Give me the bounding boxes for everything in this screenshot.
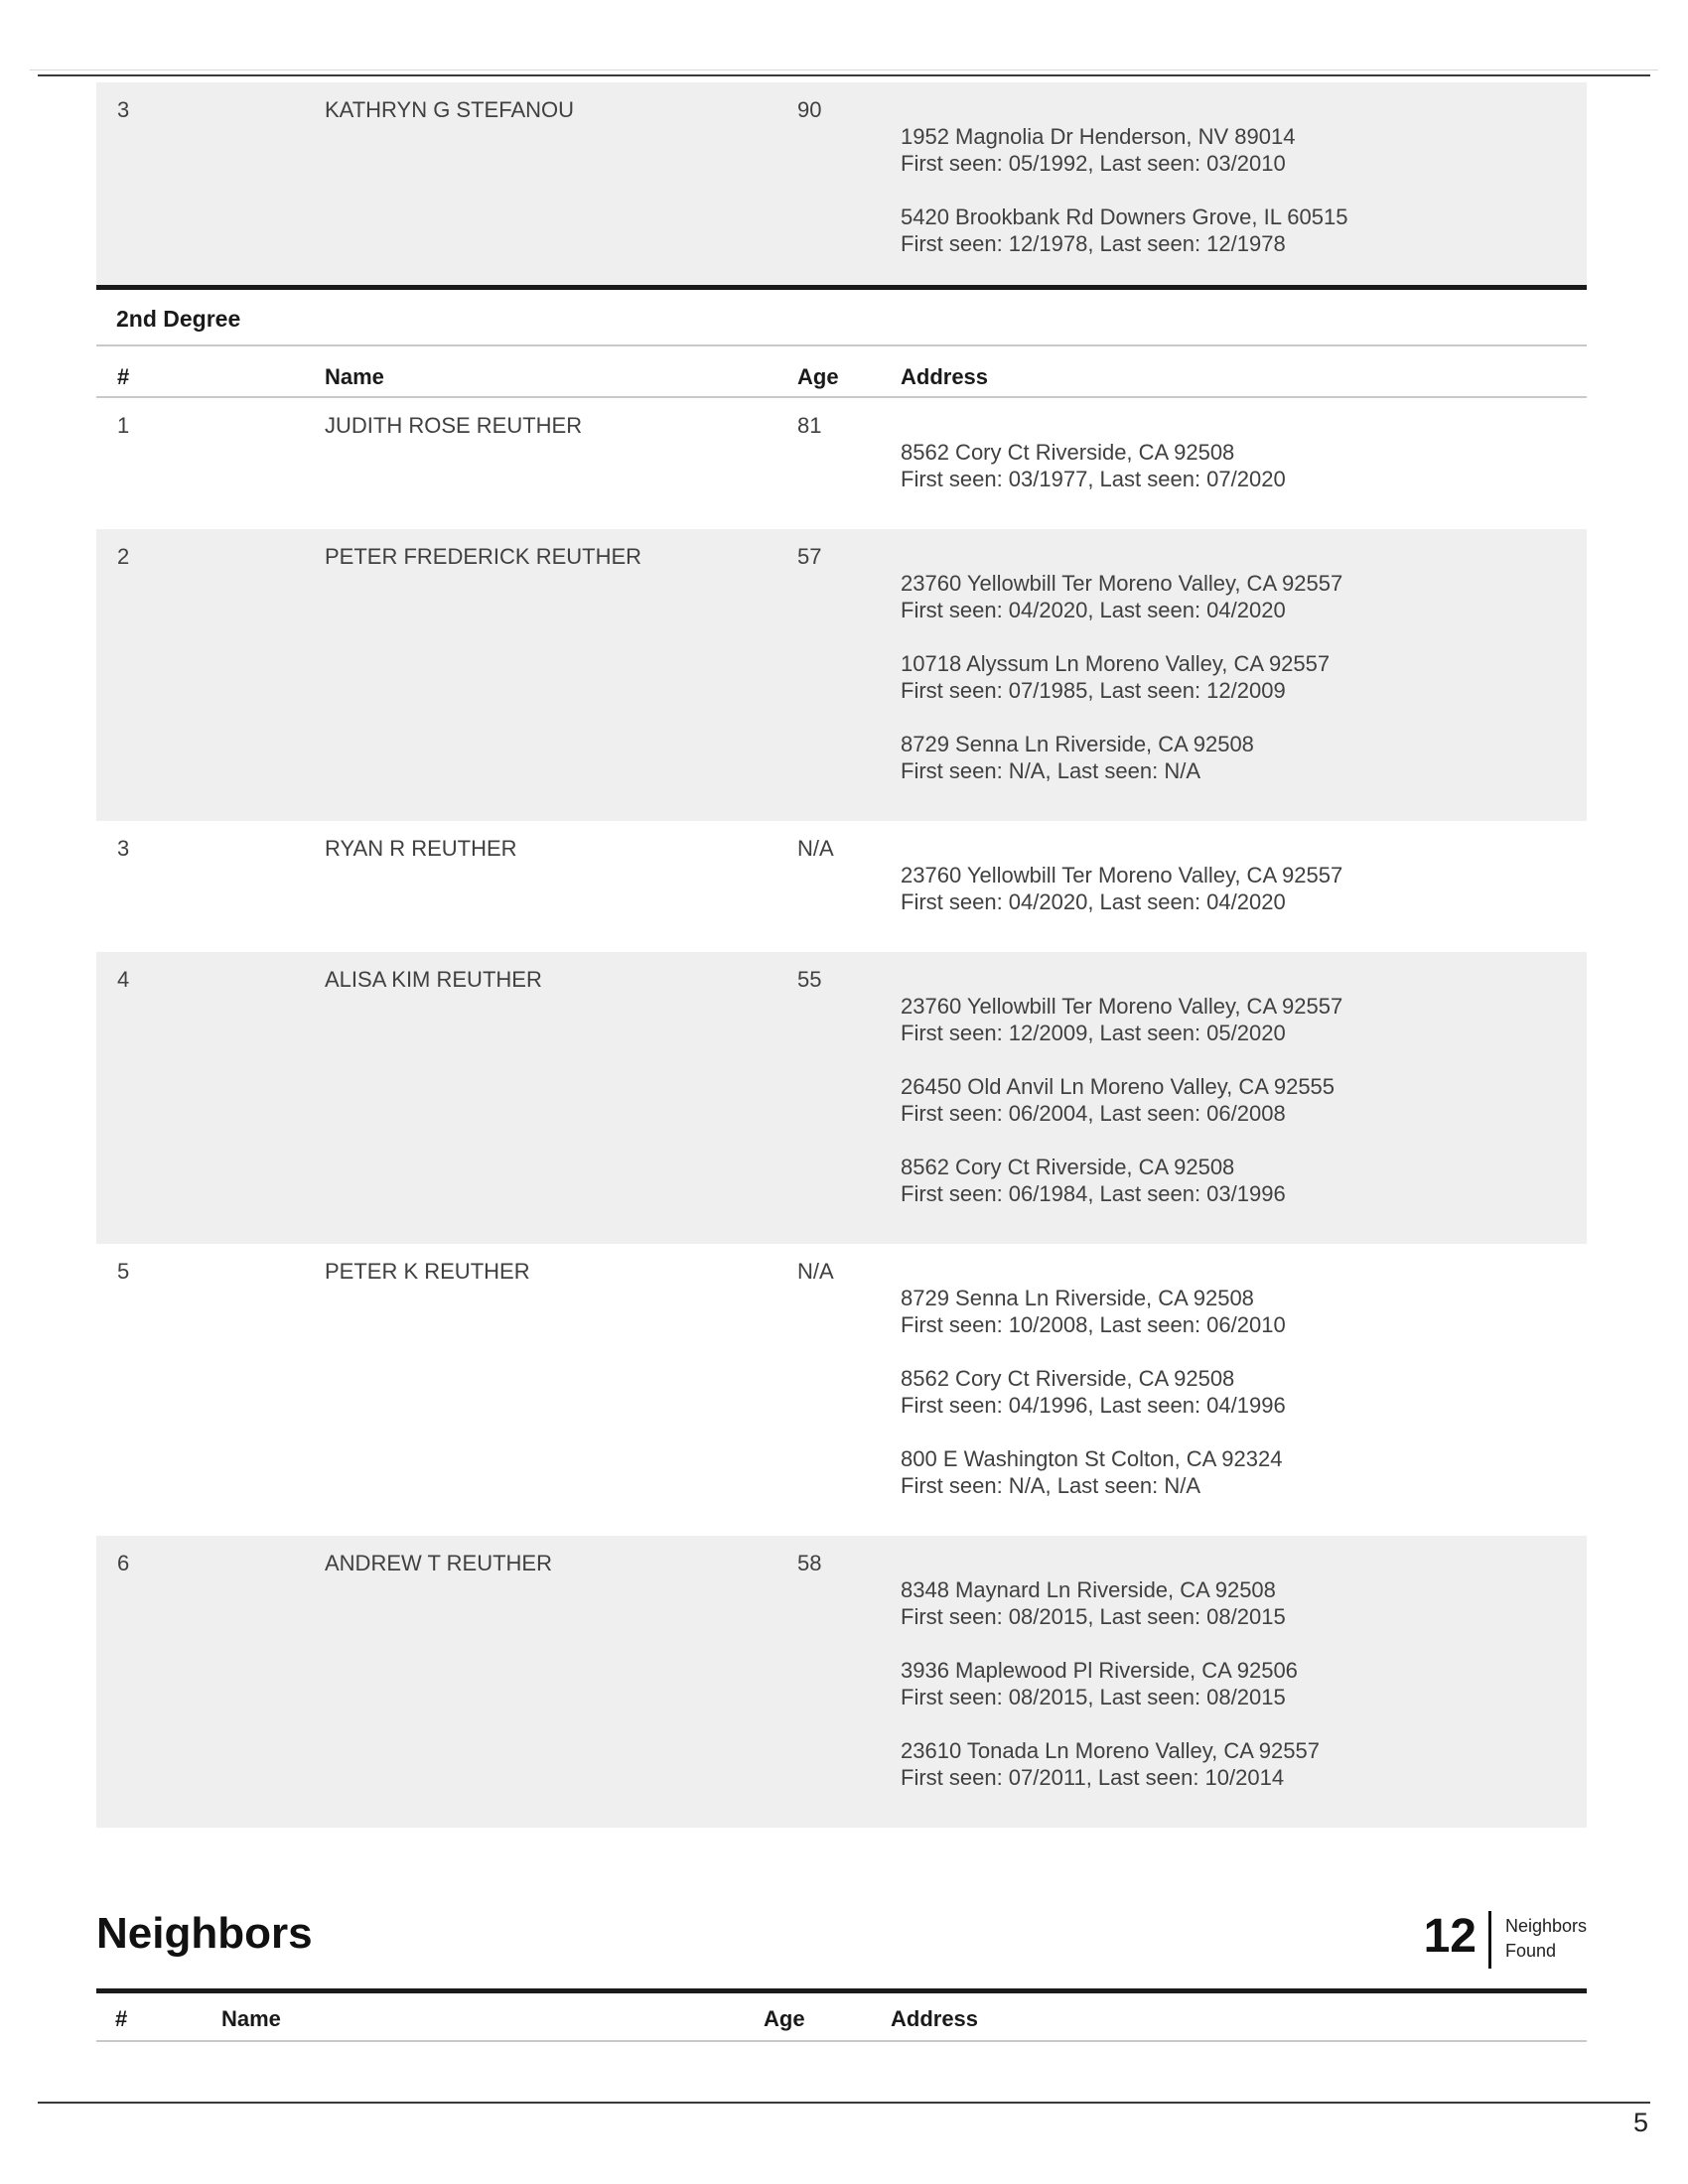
address-entry bbox=[901, 439, 1587, 492]
address-text: 5420 Brookbank Rd Downers Grove, IL 60515 bbox=[901, 205, 1348, 229]
neighbors-section-header bbox=[96, 1909, 1587, 1971]
row-number: 4 bbox=[117, 967, 130, 992]
address-text: 8348 Maynard Ln Riverside, CA 92508 bbox=[901, 1577, 1276, 1602]
address-text: 1952 Magnolia Dr Henderson, NV 89014 bbox=[901, 124, 1296, 149]
address-text: 8562 Cory Ct Riverside, CA 92508 bbox=[901, 1155, 1235, 1179]
address-seen-dates: First seen: N/A, Last seen: N/A bbox=[901, 758, 1201, 783]
page-number: 5 bbox=[1632, 2108, 1648, 2137]
relative-row bbox=[96, 398, 1587, 529]
page-footer-rule bbox=[38, 2102, 1650, 2104]
address-seen-dates: First seen: 05/1992, Last seen: 03/2010 bbox=[901, 151, 1286, 176]
column-header-address: Address bbox=[901, 364, 989, 389]
relative-row bbox=[96, 529, 1587, 821]
address-seen-dates: First seen: 08/2015, Last seen: 08/2015 bbox=[901, 1604, 1286, 1629]
address-entry bbox=[901, 1657, 1587, 1710]
page-top-border bbox=[38, 74, 1650, 76]
address-text: 8729 Senna Ln Riverside, CA 92508 bbox=[901, 732, 1254, 756]
address-seen-dates: First seen: N/A, Last seen: N/A bbox=[901, 1473, 1201, 1498]
address-seen-dates: First seen: 12/1978, Last seen: 12/1978 bbox=[901, 231, 1286, 256]
report-content bbox=[96, 82, 1587, 2042]
address-seen-dates: First seen: 04/2020, Last seen: 04/2020 bbox=[901, 889, 1286, 914]
address-list bbox=[901, 412, 1587, 492]
address-seen-dates: First seen: 12/2009, Last seen: 05/2020 bbox=[901, 1021, 1286, 1045]
address-entry bbox=[901, 1154, 1587, 1207]
neighbors-count-label: Neighbors Found bbox=[1504, 1916, 1587, 1961]
address-entry bbox=[901, 993, 1587, 1046]
address-text: 23760 Yellowbill Ter Moreno Valley, CA 92557 bbox=[901, 994, 1343, 1019]
person-age: 57 bbox=[797, 544, 822, 569]
address-text: 8562 Cory Ct Riverside, CA 92508 bbox=[901, 1366, 1235, 1391]
column-header-age: Age bbox=[764, 2006, 805, 2031]
person-age: N/A bbox=[797, 836, 834, 861]
address-seen-dates: First seen: 08/2015, Last seen: 08/2015 bbox=[901, 1685, 1286, 1709]
address-entry bbox=[901, 1285, 1587, 1338]
table-end-rule bbox=[96, 285, 1587, 290]
page-top-border-light bbox=[30, 69, 1658, 70]
person-name: ALISA KIM REUTHER bbox=[325, 967, 542, 992]
section-title-2nd-degree: 2nd Degree bbox=[116, 306, 241, 332]
address-text: 8729 Senna Ln Riverside, CA 92508 bbox=[901, 1286, 1254, 1310]
neighbors-found-stat bbox=[1424, 1909, 1587, 1969]
address-seen-dates: First seen: 04/2020, Last seen: 04/2020 bbox=[901, 598, 1286, 622]
relative-row-continued bbox=[96, 82, 1587, 285]
address-seen-dates: First seen: 07/1985, Last seen: 12/2009 bbox=[901, 678, 1286, 703]
address-entry bbox=[901, 123, 1587, 177]
address-entry bbox=[901, 1576, 1587, 1630]
address-text: 23760 Yellowbill Ter Moreno Valley, CA 92557 bbox=[901, 863, 1343, 887]
second-degree-table-body bbox=[96, 398, 1587, 1828]
address-text: 23760 Yellowbill Ter Moreno Valley, CA 92557 bbox=[901, 571, 1343, 596]
row-number: 3 bbox=[117, 836, 130, 861]
row-number: 3 bbox=[117, 97, 130, 122]
address-seen-dates: First seen: 06/2004, Last seen: 06/2008 bbox=[901, 1101, 1286, 1126]
address-text: 23610 Tonada Ln Moreno Valley, CA 92557 bbox=[901, 1738, 1320, 1763]
address-entry bbox=[901, 650, 1587, 704]
address-text: 800 E Washington St Colton, CA 92324 bbox=[901, 1446, 1283, 1471]
address-entry bbox=[901, 204, 1587, 257]
person-name: ANDREW T REUTHER bbox=[325, 1551, 552, 1575]
column-header-num: # bbox=[117, 364, 130, 389]
address-list bbox=[901, 966, 1587, 1207]
address-list bbox=[901, 96, 1587, 257]
row-number: 1 bbox=[117, 413, 130, 438]
address-seen-dates: First seen: 06/1984, Last seen: 03/1996 bbox=[901, 1181, 1286, 1206]
address-seen-dates: First seen: 10/2008, Last seen: 06/2010 bbox=[901, 1312, 1286, 1337]
address-text: 26450 Old Anvil Ln Moreno Valley, CA 92555 bbox=[901, 1074, 1336, 1099]
person-age: N/A bbox=[797, 1259, 834, 1284]
person-name: PETER FREDERICK REUTHER bbox=[325, 544, 642, 569]
person-age: 81 bbox=[797, 413, 822, 438]
column-header-name: Name bbox=[221, 2006, 281, 2031]
person-age: 58 bbox=[797, 1551, 822, 1575]
row-number: 6 bbox=[117, 1551, 130, 1575]
address-list bbox=[901, 1258, 1587, 1499]
address-seen-dates: First seen: 07/2011, Last seen: 10/2014 bbox=[901, 1765, 1285, 1790]
person-name: RYAN R REUTHER bbox=[325, 836, 517, 861]
person-age: 55 bbox=[797, 967, 822, 992]
column-header-age: Age bbox=[797, 364, 839, 389]
neighbors-table-header bbox=[96, 1993, 1587, 2042]
row-number: 5 bbox=[117, 1259, 130, 1284]
relative-row bbox=[96, 1244, 1587, 1536]
address-entry bbox=[901, 731, 1587, 784]
second-degree-table-header bbox=[96, 344, 1587, 398]
address-seen-dates: First seen: 03/1977, Last seen: 07/2020 bbox=[901, 467, 1286, 491]
row-number: 2 bbox=[117, 544, 130, 569]
person-name: KATHRYN G STEFANOU bbox=[325, 97, 575, 122]
address-list bbox=[901, 835, 1587, 915]
column-header-num: # bbox=[115, 2006, 128, 2031]
person-age: 90 bbox=[797, 97, 822, 122]
column-header-address: Address bbox=[891, 2006, 979, 2031]
address-entry bbox=[901, 862, 1587, 915]
person-name: JUDITH ROSE REUTHER bbox=[325, 413, 583, 438]
address-seen-dates: First seen: 04/1996, Last seen: 04/1996 bbox=[901, 1393, 1286, 1418]
address-entry bbox=[901, 570, 1587, 623]
column-header-name: Name bbox=[325, 364, 384, 389]
page-title-neighbors: Neighbors bbox=[96, 1909, 313, 1958]
address-text: 10718 Alyssum Ln Moreno Valley, CA 92557 bbox=[901, 651, 1331, 676]
person-name: PETER K REUTHER bbox=[325, 1259, 530, 1284]
relative-row bbox=[96, 1536, 1587, 1828]
address-list bbox=[901, 1550, 1587, 1791]
address-entry bbox=[901, 1737, 1587, 1791]
address-text: 3936 Maplewood Pl Riverside, CA 92506 bbox=[901, 1658, 1298, 1683]
stat-divider bbox=[1488, 1911, 1491, 1969]
neighbors-count: 12 bbox=[1423, 1910, 1477, 1963]
relative-row bbox=[96, 952, 1587, 1244]
address-list bbox=[901, 543, 1587, 784]
address-entry bbox=[901, 1365, 1587, 1419]
relative-row bbox=[96, 821, 1587, 952]
address-text: 8562 Cory Ct Riverside, CA 92508 bbox=[901, 440, 1235, 465]
address-entry bbox=[901, 1445, 1587, 1499]
address-entry bbox=[901, 1073, 1587, 1127]
